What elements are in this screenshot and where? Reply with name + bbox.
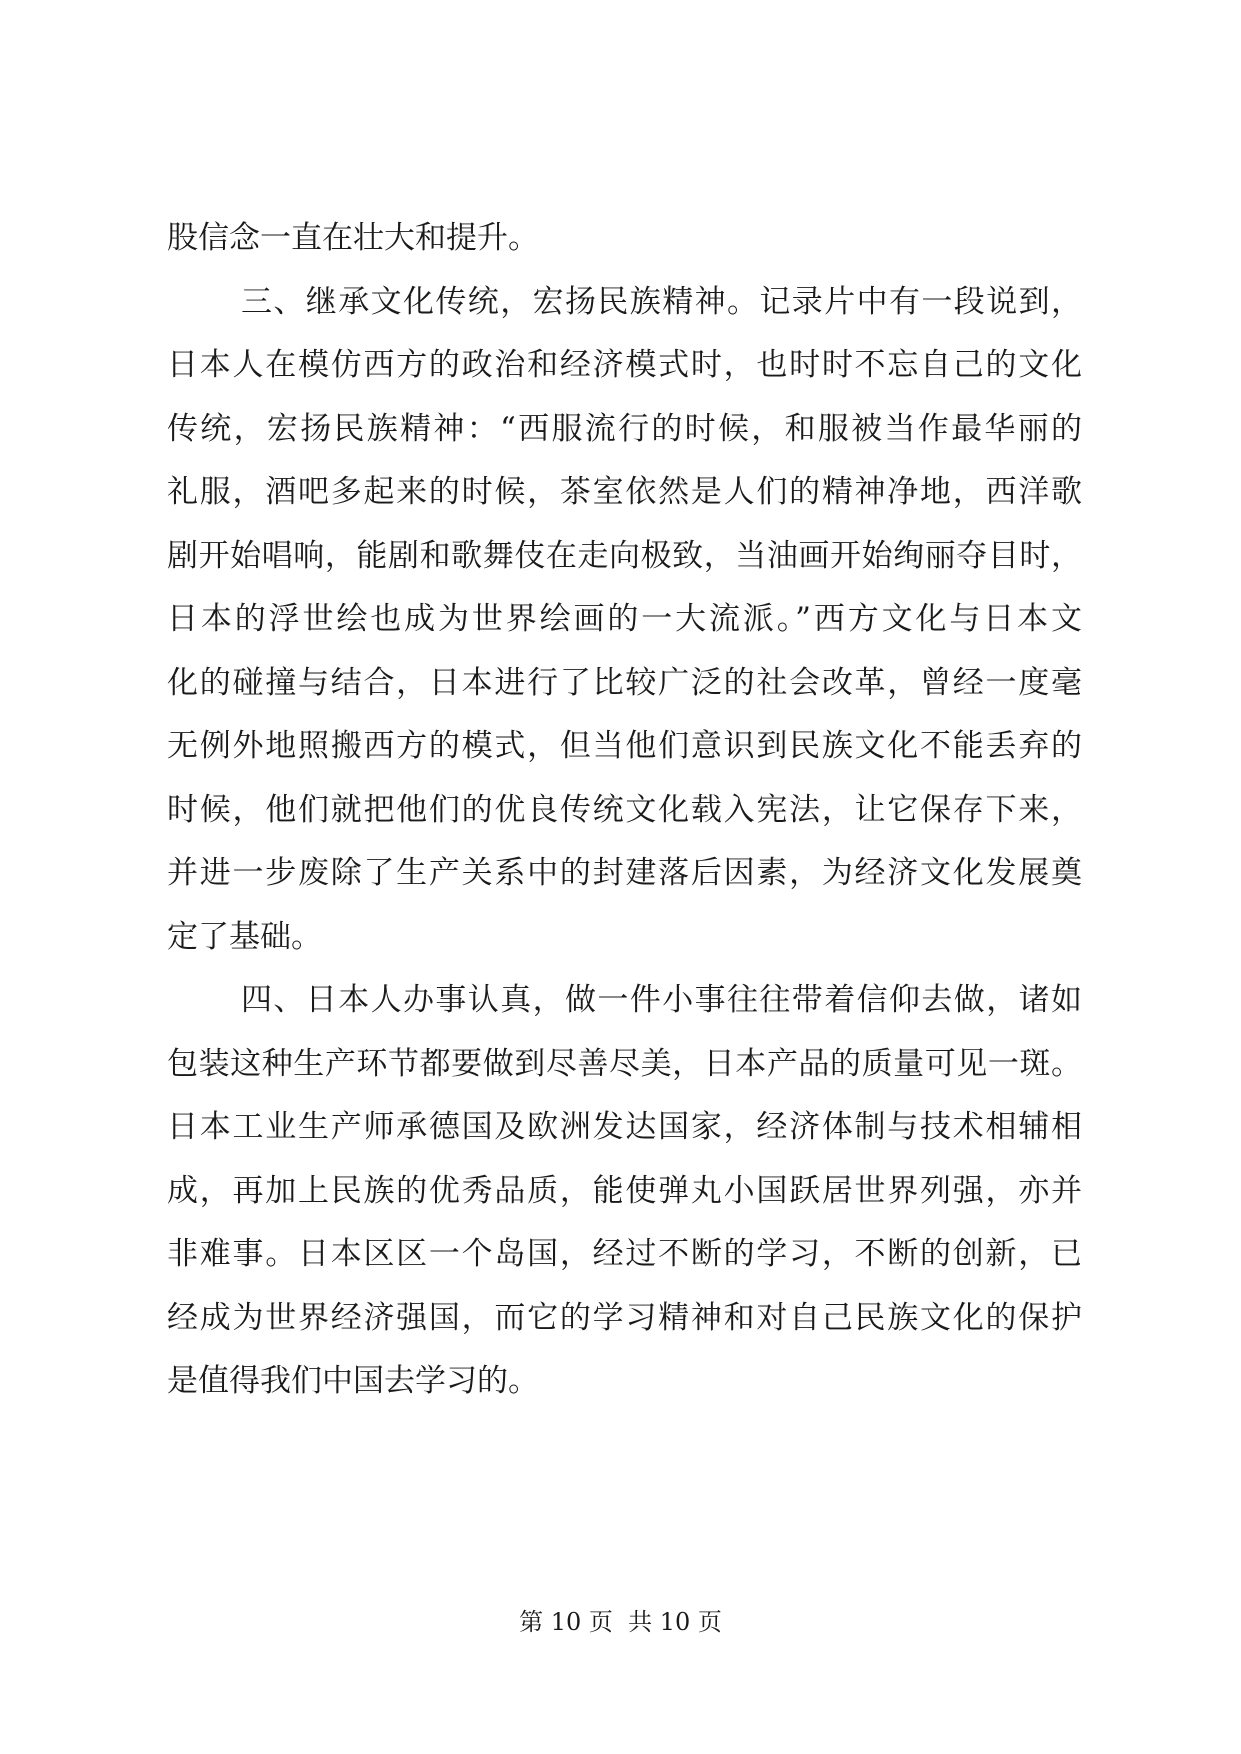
page-number: 第 10 页 共 10 页 — [519, 1608, 722, 1636]
text-line: 日本的浮世绘也成为世界绘画的一大流派。”西方文化与日本文 — [167, 601, 1082, 637]
text-line: 包装这种生产环节都要做到尽善尽美，日本产品的质量可见一斑。 — [167, 1045, 1082, 1082]
text-line: 成，再加上民族的优秀品质，能使弹丸小国跃居世界列强，亦并 — [167, 1172, 1082, 1209]
document-body — [167, 207, 1082, 1414]
text-line: 是值得我们中国去学习的。 — [167, 1363, 539, 1399]
text-line: 经成为世界经济强国，而它的学习精神和对自己民族文化的保护 — [167, 1299, 1082, 1336]
text-line: 日本工业生产师承德国及欧洲发达国家，经济体制与技术相辅相 — [167, 1109, 1082, 1145]
paragraph — [167, 271, 1082, 970]
text-line: 化的碰撞与结合，日本进行了比较广泛的社会改革，曾经一度毫 — [167, 664, 1082, 701]
paragraph — [167, 207, 1082, 271]
paragraph — [167, 969, 1082, 1414]
page-footer — [0, 1606, 1241, 1638]
text-line: 并进一步废除了生产关系中的封建落后因素，为经济文化发展奠 — [167, 855, 1082, 891]
text-line: 传统，宏扬民族精神：“西服流行的时候，和服被当作最华丽的 — [167, 410, 1082, 447]
text-line: 日本人在模仿西方的政治和经济模式时，也时时不忘自己的文化 — [167, 347, 1082, 383]
text-line: 非难事。日本区区一个岛国，经过不断的学习，不断的创新，已 — [167, 1236, 1082, 1272]
text-line: 时候，他们就把他们的优良传统文化载入宪法，让它保存下来， — [167, 791, 1082, 828]
text-line: 剧开始唱响，能剧和歌舞伎在走向极致，当油画开始绚丽夺目时， — [167, 537, 1082, 574]
text-line: 无例外地照搬西方的模式，但当他们意识到民族文化不能丢弃的 — [167, 728, 1082, 764]
text-line: 礼服，酒吧多起来的时候，茶室依然是人们的精神净地，西洋歌 — [167, 474, 1082, 510]
text-line: 股信念一直在壮大和提升。 — [167, 220, 539, 256]
text-line: 四、日本人办事认真，做一件小事往往带着信仰去做，诸如 — [241, 982, 1082, 1018]
text-line: 定了基础。 — [167, 918, 322, 955]
text-line: 三、继承文化传统，宏扬民族精神。记录片中有一段说到， — [241, 283, 1082, 320]
